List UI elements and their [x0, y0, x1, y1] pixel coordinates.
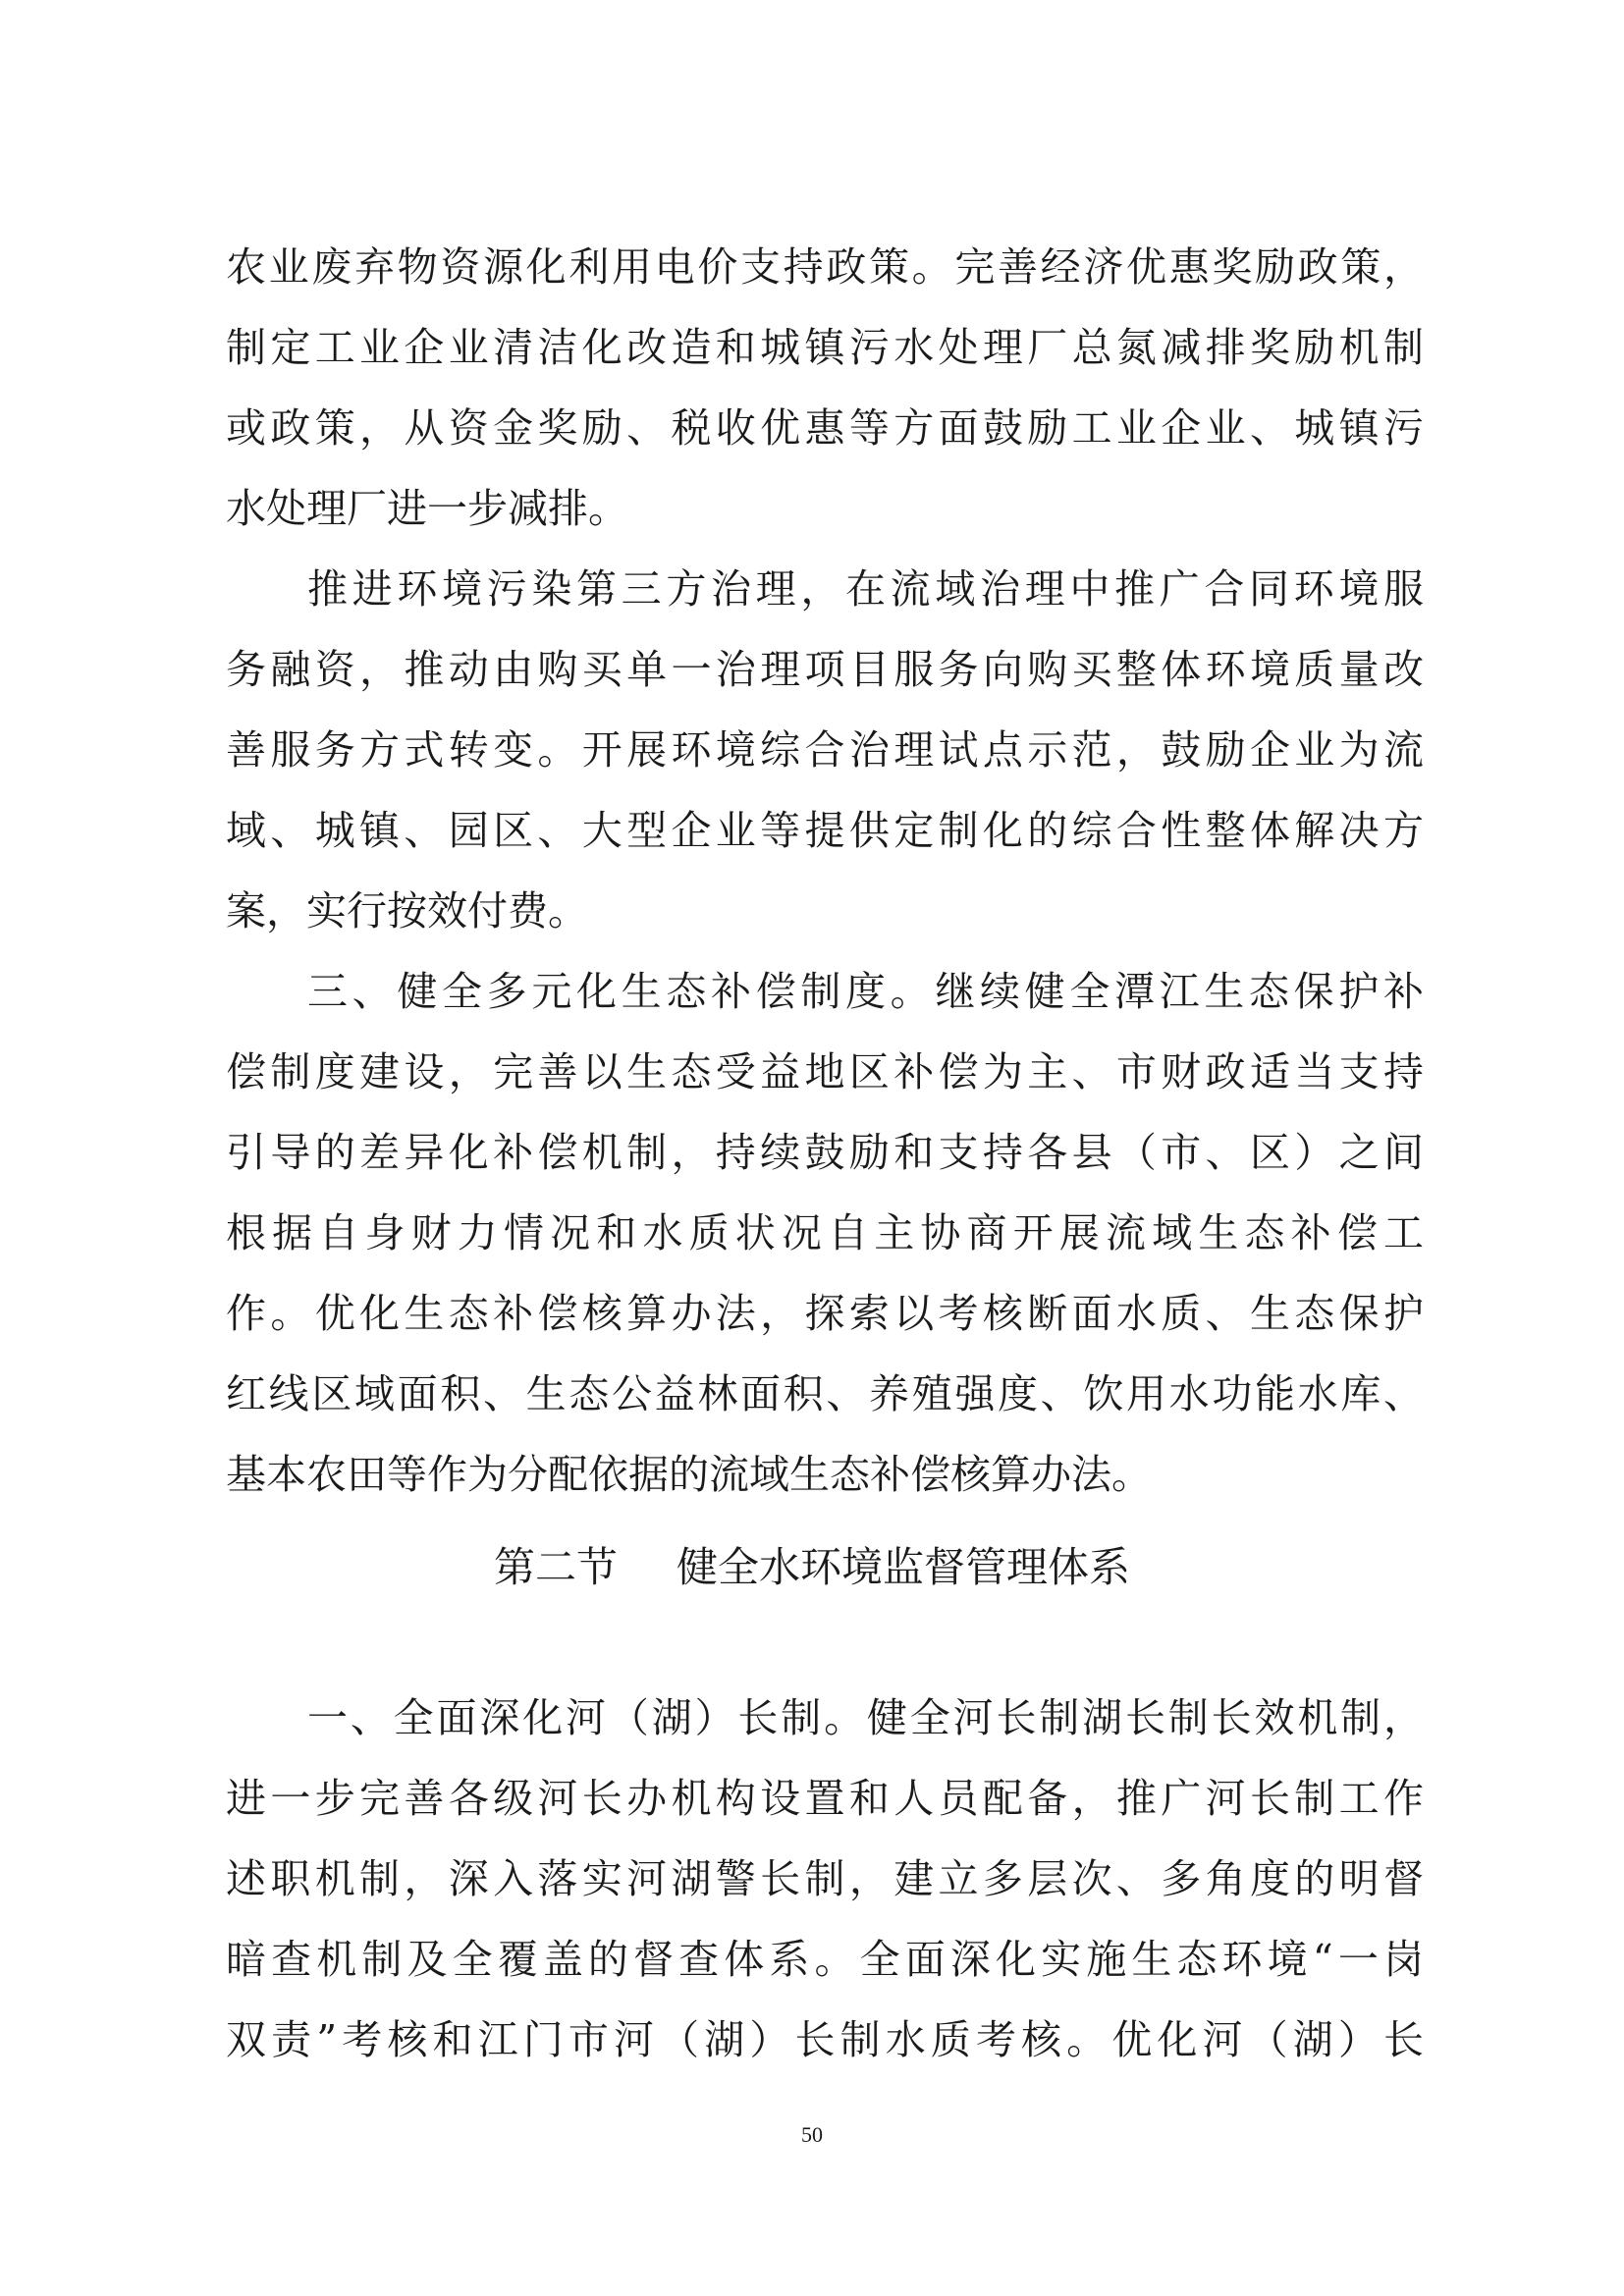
- paragraph-4-line-3: 述职机制，深入落实河湖警长制，建立多层次、多角度的明督: [226, 1855, 1424, 1902]
- section-heading: [0, 1536, 1624, 1599]
- paragraph-2-line-1: 推进环境污染第三方治理，在流域治理中推广合同环境服: [307, 565, 1424, 613]
- section-number: 第二节: [493, 1543, 618, 1591]
- paragraph-3-line-1: 三、健全多元化生态补偿制度。继续健全潭江生态保护补: [307, 968, 1424, 1015]
- paragraph-1-line-3: 或政策，从资金奖励、税收优惠等方面鼓励工业企业、城镇污: [226, 404, 1424, 452]
- paragraph-4-line-4: 暗查机制及全覆盖的督查体系。全面深化实施生态环境“一岗: [226, 1936, 1424, 1983]
- paragraph-3-line-3: 引导的差异化补偿机制，持续鼓励和支持各县（市、区）之间: [226, 1129, 1424, 1176]
- paragraph-1-line-4: 水处理厂进一步减排。: [226, 485, 628, 532]
- paragraph-4-line-5: 双责”考核和江门市河（湖）长制水质考核。优化河（湖）长: [226, 2016, 1424, 2063]
- paragraph-1-line-1: 农业废弃物资源化利用电价支持政策。完善经济优惠奖励政策，: [226, 243, 1424, 291]
- paragraph-4-line-1: 一、全面深化河（湖）长制。健全河长制湖长制长效机制，: [307, 1694, 1424, 1741]
- paragraph-3-line-7: 基本农田等作为分配依据的流域生态补偿核算办法。: [226, 1451, 1152, 1498]
- paragraph-2-line-4: 域、城镇、园区、大型企业等提供定制化的综合性整体解决方: [226, 807, 1424, 854]
- paragraph-2-line-3: 善服务方式转变。开展环境综合治理试点示范，鼓励企业为流: [226, 726, 1424, 774]
- paragraph-2-line-5: 案，实行按效付费。: [226, 887, 588, 934]
- paragraph-3-line-2: 偿制度建设，完善以生态受益地区补偿为主、市财政适当支持: [226, 1048, 1424, 1095]
- paragraph-3-line-5: 作。优化生态补偿核算办法，探索以考核断面水质、生态保护: [226, 1290, 1424, 1337]
- paragraph-3-line-4: 根据自身财力情况和水质状况自主协商开展流域生态补偿工: [226, 1209, 1424, 1256]
- page-number: 50: [801, 2122, 823, 2147]
- paragraph-2-line-2: 务融资，推动由购买单一治理项目服务向购买整体环境质量改: [226, 646, 1424, 693]
- paragraph-4-line-2: 进一步完善各级河长办机构设置和人员配备，推广河长制工作: [226, 1775, 1424, 1822]
- paragraph-1-line-2: 制定工业企业清洁化改造和城镇污水处理厂总氮减排奖励机制: [226, 324, 1424, 371]
- paragraph-3-line-6: 红线区域面积、生态公益林面积、养殖强度、饮用水功能水库、: [226, 1370, 1424, 1417]
- section-title: 健全水环境监督管理体系: [677, 1543, 1131, 1591]
